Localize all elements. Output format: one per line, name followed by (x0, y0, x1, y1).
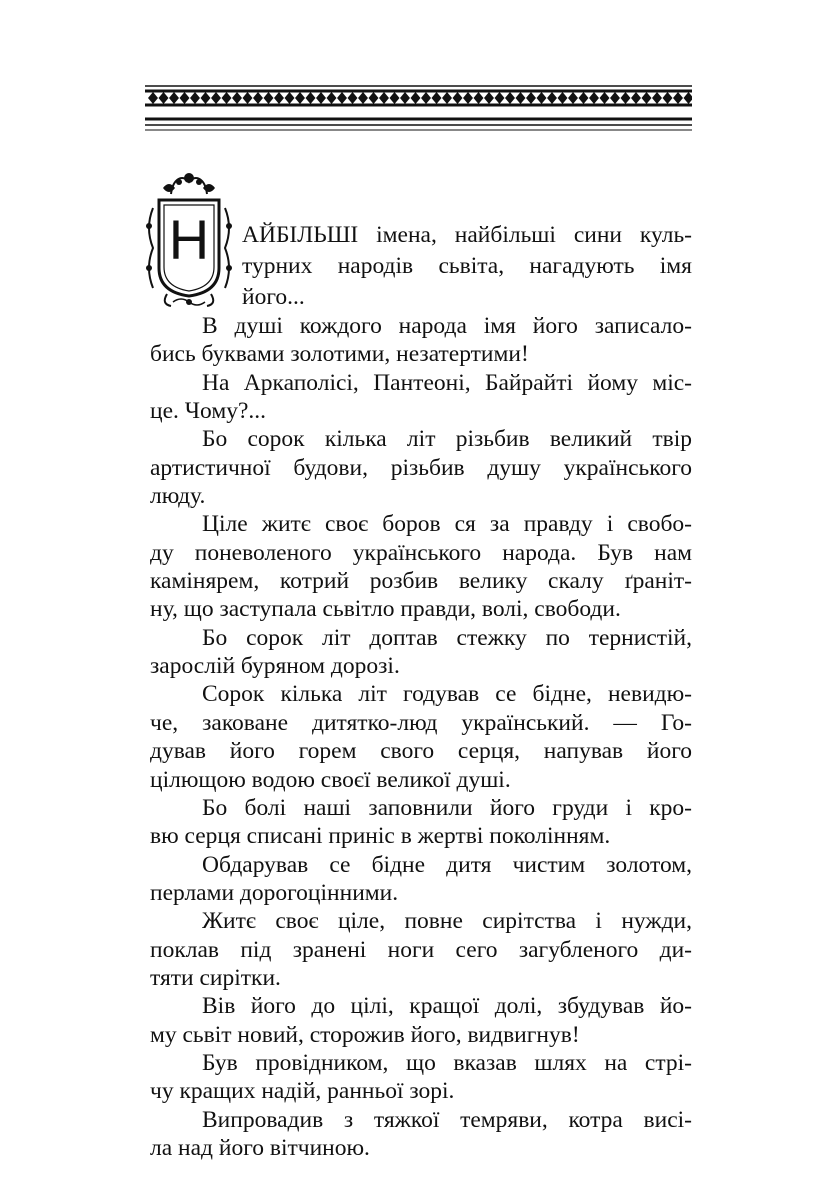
ornament-diamond (621, 92, 631, 104)
ornament-diamond (327, 92, 337, 104)
ornament-diamond (526, 92, 536, 104)
ornament-diamond (610, 92, 620, 104)
header-ornament (145, 84, 692, 132)
ornament-diamond (306, 92, 316, 104)
ornament-diamond (285, 92, 295, 104)
ornament-diamond (253, 92, 263, 104)
ornament-diamond (642, 92, 652, 104)
ornament-diamond (579, 92, 589, 104)
ornament-diamond (600, 92, 610, 104)
opening-lines (242, 220, 692, 313)
text-line: Був провідником, що вказав шлях на стрі- (202, 1049, 692, 1076)
ornament-diamond (390, 92, 400, 104)
ornament-diamond (190, 92, 200, 104)
text-line: його... (242, 284, 305, 310)
text-line: камінярем, котрий розбив велику скалу ґраніт- (150, 568, 692, 595)
ornament-diamond (316, 92, 326, 104)
text-line: Ціле житє своє боров ся за правду і свобо- (202, 511, 692, 538)
ornament-diamond (474, 92, 484, 104)
ornament-diamond (264, 92, 274, 104)
ornament-diamond (169, 92, 179, 104)
text-line: Випровадив з тяжкої темряви, котра висі- (202, 1106, 692, 1133)
ornament-diamond (505, 92, 515, 104)
ornament-diamond (484, 92, 494, 104)
ornament-diamond (295, 92, 305, 104)
ornament-diamond (684, 92, 693, 104)
ornament-diamond (222, 92, 232, 104)
text-line: люду. (150, 483, 206, 510)
text-line: цілющою водою своєї великої душі. (150, 766, 511, 793)
ornament-diamond (211, 92, 221, 104)
drop-cap-letter: Н (168, 208, 210, 271)
text-line: Житє своє ціле, повне сирітства і нужди, (202, 908, 692, 935)
ornament-diamond (274, 92, 284, 104)
ornament-diamond (379, 92, 389, 104)
ornament-diamond (589, 92, 599, 104)
body-text (150, 312, 692, 1162)
ornament-diamond (180, 92, 190, 104)
ornament-diamond (453, 92, 463, 104)
text-line: Обдарував се бідне дитя чистим золотом, (202, 851, 692, 878)
ornament-diamond (663, 92, 673, 104)
ornament-diamond (358, 92, 368, 104)
text-line: АЙБІЛЬШІ імена, найбільші сини куль- (242, 222, 692, 248)
ornament-diamond (558, 92, 568, 104)
ornament-diamond (243, 92, 253, 104)
text-line: В душі кождого народа імя його записало- (202, 313, 692, 339)
text-line: че, закованe дитятко-люд український. — Го- (150, 709, 692, 736)
ornament-diamond (631, 92, 641, 104)
ornament-diamond (568, 92, 578, 104)
ornament-diamond (348, 92, 358, 104)
ornament-diamond (463, 92, 473, 104)
ornament-diamond (232, 92, 242, 104)
ornament-diamond (547, 92, 557, 104)
ornament-diamond (516, 92, 526, 104)
text-line: ну, що заступала сьвітло правди, волі, свободи. (150, 596, 621, 623)
ornament-diamond (442, 92, 452, 104)
ornament-diamond (495, 92, 505, 104)
text-line: перлами дорогоцінними. (150, 879, 399, 906)
text-line: вю серця списані приніс в жертві поколінням. (150, 823, 611, 850)
text-line: ла над його вітчиною. (150, 1134, 370, 1161)
text-line: На Аркаполісі, Пантеоні, Байрайті йому міс- (202, 369, 692, 396)
text-line: бись буквами золотими, незатертими! (150, 341, 529, 368)
ornament-diamond (673, 92, 683, 104)
text-line: поклав під зранені ноги сего загубленого ди- (150, 936, 692, 963)
ornament-diamond (411, 92, 421, 104)
ornament-diamond (432, 92, 442, 104)
text-line: му сьвіт новий, сторожив його, видвигнув! (150, 1021, 580, 1048)
text-line: турних народів сьвіта, нагадують імя (242, 253, 692, 279)
text-line: чу кращих надій, ранньої зорі. (150, 1078, 455, 1105)
text-line: Бо болі наші заповнили його груди і кро- (202, 794, 692, 821)
ornament-diamond (369, 92, 379, 104)
text-line: зарослій буряном дорозі. (150, 653, 400, 680)
text-line: це. Чому?... (150, 398, 267, 425)
text-line: тяти сирітки. (150, 964, 281, 991)
drop-cap (143, 168, 235, 308)
ornament-diamond (148, 92, 158, 104)
ornament-diamond (652, 92, 662, 104)
text-line: ду поневоленого українського народа. Був нам (150, 539, 692, 566)
ornament-diamond (201, 92, 211, 104)
text-line: дував його горем свого серця, напував його (150, 738, 692, 765)
ornament-diamond (337, 92, 347, 104)
text-line: Бо сорок кілька літ різьбив великий твір (202, 426, 692, 453)
text-line: Сорок кілька літ годував се бідне, невидю- (202, 681, 692, 708)
ornament-diamond (159, 92, 169, 104)
ornament-diamond (400, 92, 410, 104)
text-line: артистичної будови, різьбив душу українського (150, 454, 692, 481)
text-line: Вів його до цілі, кращої долі, збудував йо- (202, 993, 692, 1020)
ornament-diamond (537, 92, 547, 104)
ornament-diamond (421, 92, 431, 104)
text-line: Бо сорок літ доптав стежку по тернистій, (202, 624, 692, 651)
